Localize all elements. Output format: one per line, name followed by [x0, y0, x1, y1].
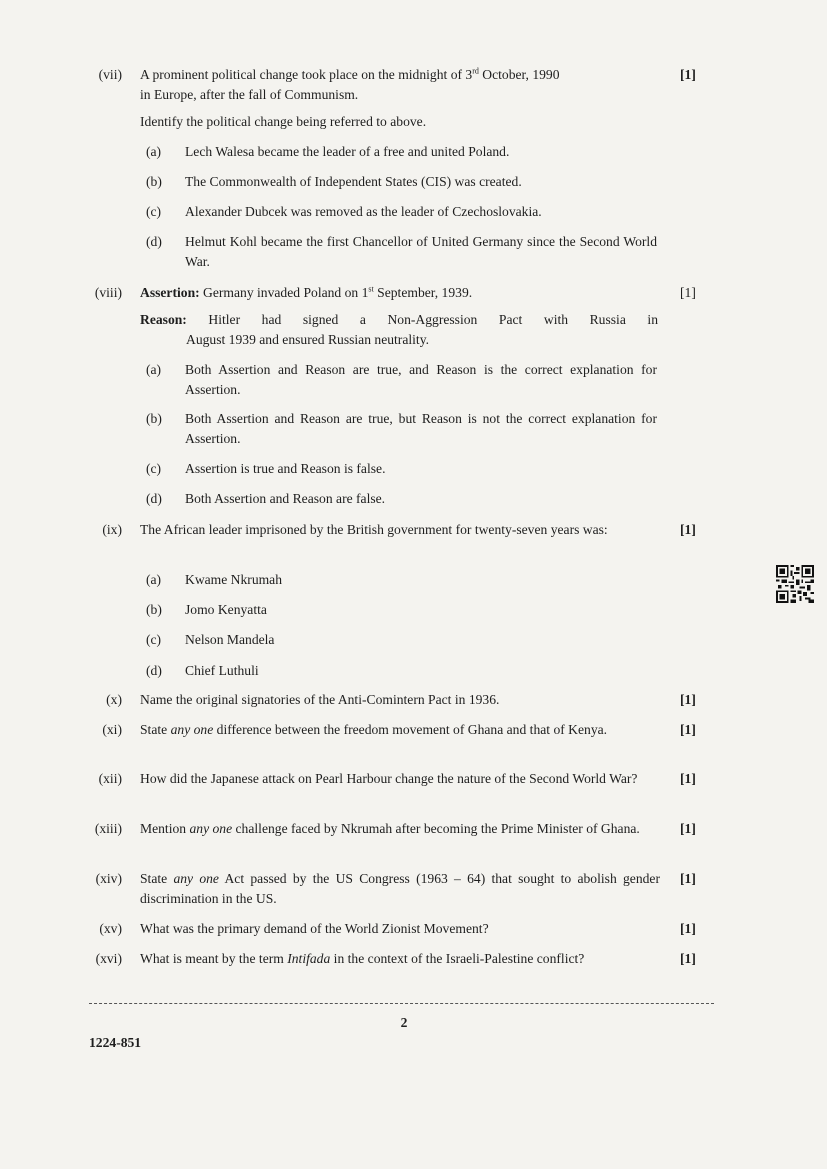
- option-label: (a): [146, 572, 162, 587]
- option-text: Nelson Mandela: [185, 632, 275, 647]
- question-text-part: challenge faced by Nkrumah after becoming the Prime Minister of Ghana.: [232, 821, 640, 836]
- option-text: Lech Walesa became the leader of a free and united Poland.: [185, 144, 510, 159]
- question-text: Name the original signatories of the Anti-Comintern Pact in 1936.: [140, 692, 500, 707]
- option-label: (c): [146, 461, 162, 476]
- option-text: Chief Luthuli: [185, 663, 259, 678]
- question-text-part: State: [140, 722, 171, 737]
- marks-label: [1]: [680, 722, 696, 737]
- option-label: (c): [146, 632, 162, 647]
- reason-label: Reason:: [140, 312, 187, 327]
- reason-text-continuation: August 1939 and ensured Russian neutrality.: [186, 332, 430, 347]
- marks-label: [1]: [680, 692, 696, 707]
- reason-block: [140, 310, 658, 350]
- option-text: Kwame Nkrumah: [185, 572, 283, 587]
- question-number: (xvi): [95, 951, 122, 966]
- marks-label: [1]: [680, 871, 696, 886]
- question-emphasis: any one: [189, 821, 233, 836]
- option-text: Assertion is true and Reason is false.: [185, 461, 386, 476]
- question-text-part: A prominent political change took place on the midnight of 3: [140, 67, 473, 82]
- question-text-part: What is meant by the term: [140, 951, 288, 966]
- paper-code: 1224-851: [89, 1035, 142, 1050]
- marks-label: [1]: [680, 821, 696, 836]
- option-label: (c): [146, 204, 162, 219]
- option-text: Both Assertion and Reason are false.: [185, 491, 386, 506]
- question-text-part: Mention: [140, 821, 190, 836]
- question-text-part: October, 1990: [478, 67, 560, 82]
- question-number: (vii): [98, 67, 122, 82]
- question-emphasis: any one: [170, 722, 214, 737]
- option-label: (b): [146, 174, 162, 189]
- question-number: (x): [106, 692, 122, 707]
- question-number: (xiv): [95, 871, 122, 886]
- footer-divider: [89, 1003, 714, 1004]
- superscript: rd: [472, 66, 479, 76]
- superscript: st: [368, 284, 374, 294]
- question-number: (xi): [102, 722, 122, 737]
- question-text: [140, 720, 660, 740]
- question-text: The African leader imprisoned by the British government for twenty-seven years was:: [140, 522, 608, 537]
- question-text-line: in Europe, after the fall of Communism.: [140, 87, 359, 102]
- option-text: Both Assertion and Reason are true, and Reason is the correct explanation for Assertion.: [185, 362, 657, 397]
- option-text: Alexander Dubcek was removed as the leader of Czechoslovakia.: [185, 204, 542, 219]
- question-number: (xii): [98, 771, 122, 786]
- question-text-part: Act passed by the US Congress (1963 – 64) that sought to abolish gender discrimination in the US.: [140, 871, 660, 906]
- option-label: (b): [146, 602, 162, 617]
- marks-label: [1]: [680, 771, 696, 786]
- question-text: What was the primary demand of the World Zionist Movement?: [140, 921, 489, 936]
- assertion-text: [140, 283, 660, 303]
- marks-label: [1]: [680, 921, 696, 936]
- question-text: [140, 819, 660, 839]
- option-text: Jomo Kenyatta: [185, 602, 267, 617]
- option-label: (a): [146, 144, 162, 159]
- option-label: (d): [146, 663, 162, 678]
- assertion-part: Germany invaded Poland on 1: [199, 285, 369, 300]
- assertion-label: Assertion:: [140, 285, 200, 300]
- option-label: (b): [146, 411, 162, 426]
- qr-code-icon: [776, 565, 814, 603]
- question-number: (viii): [94, 285, 122, 300]
- question-number: (xv): [99, 921, 122, 936]
- question-text-part: difference between the freedom movement of Ghana and that of Kenya.: [213, 722, 608, 737]
- question-instruction: Identify the political change being referred to above.: [140, 114, 427, 129]
- question-text: How did the Japanese attack on Pearl Harbour change the nature of the Second World War?: [140, 771, 638, 786]
- question-emphasis: Intifada: [287, 951, 331, 966]
- question-text: [140, 869, 660, 909]
- marks-label: [1]: [680, 285, 696, 300]
- question-number: (xiii): [94, 821, 122, 836]
- question-emphasis: any one: [173, 871, 219, 886]
- reason-text-part: Hitler had signed a Non-Aggression Pact with Russia in: [186, 312, 658, 327]
- question-text-part: State: [140, 871, 174, 886]
- page-number: 2: [400, 1015, 408, 1030]
- marks-label: [1]: [680, 951, 696, 966]
- option-label: (a): [146, 362, 162, 377]
- marks-label: [1]: [680, 67, 696, 82]
- marks-label: [1]: [680, 522, 696, 537]
- question-text: [140, 65, 660, 105]
- option-text: Both Assertion and Reason are true, but Reason is not the correct explanation for Assertion.: [185, 411, 657, 446]
- option-text: The Commonwealth of Independent States (CIS) was created.: [185, 174, 522, 189]
- option-label: (d): [146, 491, 162, 506]
- question-number: (ix): [102, 522, 122, 537]
- question-text: [140, 949, 660, 969]
- option-label: (d): [146, 234, 162, 249]
- question-text-part: in the context of the Israeli-Palestine conflict?: [330, 951, 585, 966]
- option-text: Helmut Kohl became the first Chancellor of United Germany since the Second World War.: [185, 234, 657, 269]
- assertion-part: September, 1939.: [373, 285, 473, 300]
